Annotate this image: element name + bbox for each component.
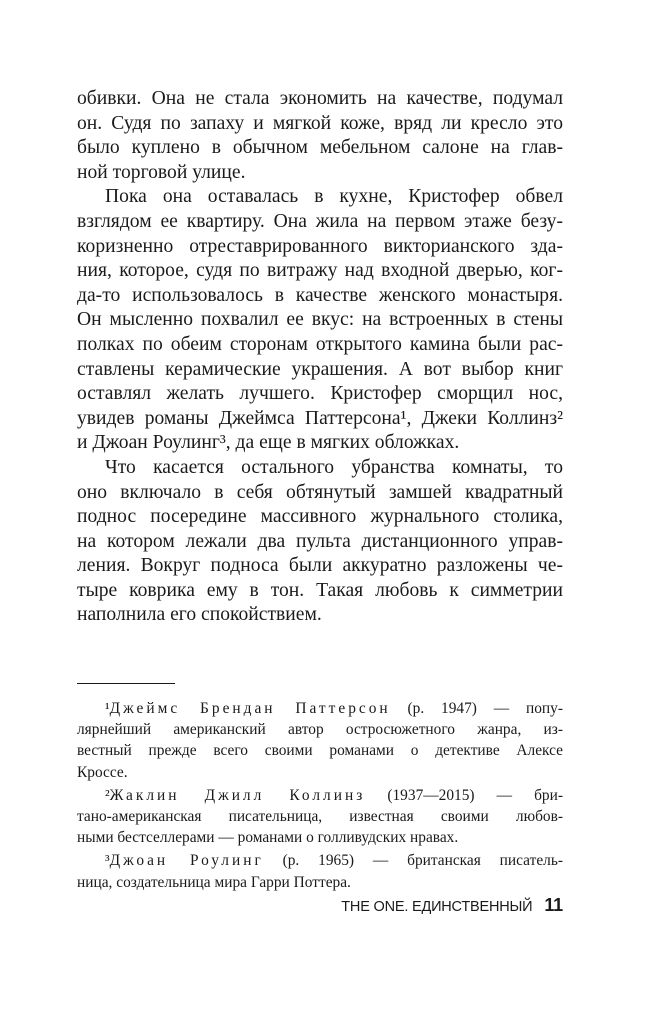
footnote-first-rest: (1937—2015) — бри- — [365, 786, 563, 804]
footnote-person-name: Жаклин Джилл Коллинз — [109, 786, 366, 804]
footnote — [77, 785, 563, 849]
footnote-first-rest: (р. 1947) — попу- — [390, 700, 563, 717]
main-text — [77, 87, 563, 628]
footnote-person-name: Джеймс Брендан Паттерсон — [109, 700, 391, 717]
text-line: тыре коврика ему в тон. Такая любовь к симметрии — [77, 579, 563, 601]
text-line: оно включало в себя обтянутый замшей квадратный — [77, 481, 563, 503]
text-line: на котором лежали два пульта дистанционного управ- — [77, 530, 563, 552]
text-line: и Джоан Роулинг³, да еще в мягких обложках. — [77, 432, 460, 454]
footnote-marker: ² — [105, 786, 110, 804]
text-line: Пока она оставалась в кухне, Кристофер обвел — [105, 186, 563, 208]
text-line: наполнила его спокойствием. — [77, 604, 322, 626]
footnote-person-name: Джоан Роулинг — [109, 852, 264, 870]
footnote-line: лярнейший американский автор остросюжетного жанра, из- — [77, 721, 563, 739]
running-title: THE ONE. ЕДИНСТВЕННЫЙ — [341, 899, 533, 915]
page-number: 11 — [544, 895, 563, 915]
footnote-line: тано-американская писательница, известная своими любов- — [77, 808, 563, 826]
text-line: да-то использовалось в качестве женского монастыря. — [77, 284, 563, 306]
footnote-first-rest: (р. 1965) — британская писатель- — [263, 852, 563, 870]
footnote-line: Кроссе. — [77, 763, 128, 781]
text-line: полках по обеим сторонам открытого камина были рас- — [77, 333, 563, 355]
text-line: увидев романы Джеймса Паттерсона¹, Джеки Коллинз² — [77, 407, 563, 429]
paragraph — [77, 87, 563, 185]
text-line: оставлял желать лучшего. Кристофер сморщил нос, — [77, 383, 563, 405]
text-line: Что касается остального убранства комнаты, то — [105, 456, 563, 478]
text-line: ления. Вокруг подноса были аккуратно разложены че- — [77, 555, 563, 577]
text-line: поднос посередине массивного журнального столика, — [77, 506, 563, 528]
footnote-marker: ¹ — [105, 700, 110, 717]
footnote — [77, 698, 563, 783]
text-line: ния, которое, судя по витражу над входной дверью, ког- — [77, 260, 563, 282]
text-line: взглядом ее квартиру. Она жила на первом этаже безу- — [77, 210, 563, 232]
footnote-first-line — [77, 698, 563, 719]
paragraph — [77, 456, 563, 628]
text-line: обивки. Она не стала экономить на качестве, подумал — [77, 88, 563, 109]
text-line: ной торговой улице. — [77, 161, 246, 183]
footnote-first-line — [77, 850, 563, 871]
book-page — [77, 87, 563, 628]
footnote-separator — [77, 683, 175, 684]
text-line: ставлены керамические украшения. А вот выбор книг — [77, 358, 563, 380]
footnote-line: вестный прежде всего своими романами о детективе Алексе — [77, 742, 563, 760]
text-line: коризненно отреставрированного викторианского зда- — [77, 235, 563, 257]
footnote-line: ница, создательница мира Гарри Поттера. — [77, 873, 351, 891]
running-footer — [341, 895, 563, 916]
text-line: было куплено в обычном мебельном салоне на глав- — [77, 137, 563, 159]
text-line: Он мысленно похвалил ее вкус: на встроенных в стены — [77, 309, 563, 331]
paragraph — [77, 185, 563, 456]
footnote-first-line — [77, 785, 563, 806]
footnote-marker: ³ — [105, 852, 110, 870]
footnote-line: ными бестселлерами — романами о голливудских нравах. — [77, 829, 459, 847]
footnotes — [77, 698, 563, 895]
footnote — [77, 850, 563, 892]
text-line: он. Судя по запаху и мягкой коже, вряд ли кресло это — [77, 112, 563, 134]
